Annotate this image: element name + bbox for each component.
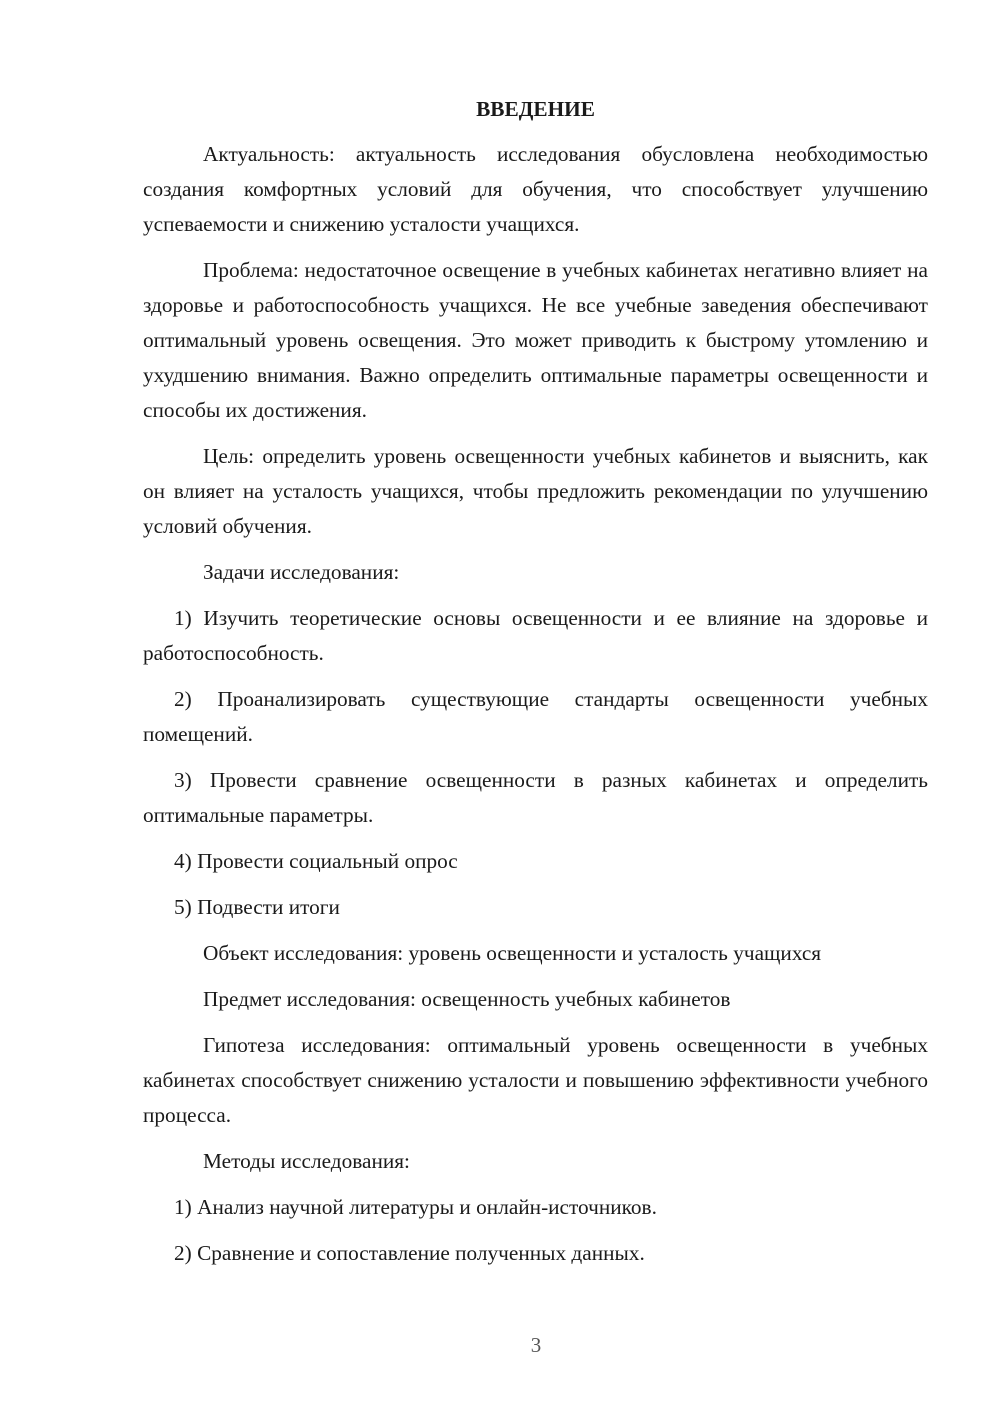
list-item-task-2: 2) Проанализировать существующие стандарты освещенности учебных помещений. bbox=[143, 687, 928, 746]
paragraph-relevance: Актуальность: актуальность исследования обусловлена необходимостью создания комфортных условий для обучения, что способствует улучшению успеваемости и снижению усталости учащихся. bbox=[143, 142, 928, 236]
list-item-task-3: 3) Провести сравнение освещенности в разных кабинетах и определить оптимальные параметры. bbox=[143, 768, 928, 827]
list-item-method-2: 2) Сравнение и сопоставление полученных данных. bbox=[174, 1241, 645, 1265]
list-item-task-4: 4) Провести социальный опрос bbox=[174, 849, 458, 873]
paragraph-goal: Цель: определить уровень освещенности учебных кабинетов и выяснить, как он влияет на усталость учащихся, чтобы предложить рекомендации по улучшению условий обучения. bbox=[143, 444, 928, 538]
paragraph-problem: Проблема: недостаточное освещение в учебных кабинетах негативно влияет на здоровье и работоспособность учащихся. Не все учебные заведения обеспечивают оптимальный уровень освещения. Это может приводить к быстрому утомлению и ухудшению внимания. Важно определить оптимальные параметры освещенности и способы их достижения. bbox=[143, 258, 928, 422]
list-item-method-1: 1) Анализ научной литературы и онлайн-источников. bbox=[174, 1195, 657, 1219]
paragraph-subject: Предмет исследования: освещенность учебных кабинетов bbox=[203, 987, 731, 1011]
paragraph-methods-heading: Методы исследования: bbox=[203, 1149, 410, 1173]
paragraph-hypothesis: Гипотеза исследования: оптимальный уровень освещенности в учебных кабинетах способствует снижению усталости и повышению эффективности учебного процесса. bbox=[143, 1033, 928, 1127]
list-item-task-5: 5) Подвести итоги bbox=[174, 895, 340, 919]
page-number: 3 bbox=[530, 1333, 542, 1357]
list-item-task-1: 1) Изучить теоретические основы освещенности и ее влияние на здоровье и работоспособность. bbox=[143, 606, 928, 665]
section-heading: ВВЕДЕНИЕ bbox=[476, 97, 595, 121]
page-content bbox=[143, 92, 928, 1282]
paragraph-tasks-heading: Задачи исследования: bbox=[203, 560, 400, 584]
paragraph-object: Объект исследования: уровень освещенности и усталость учащихся bbox=[203, 941, 822, 965]
